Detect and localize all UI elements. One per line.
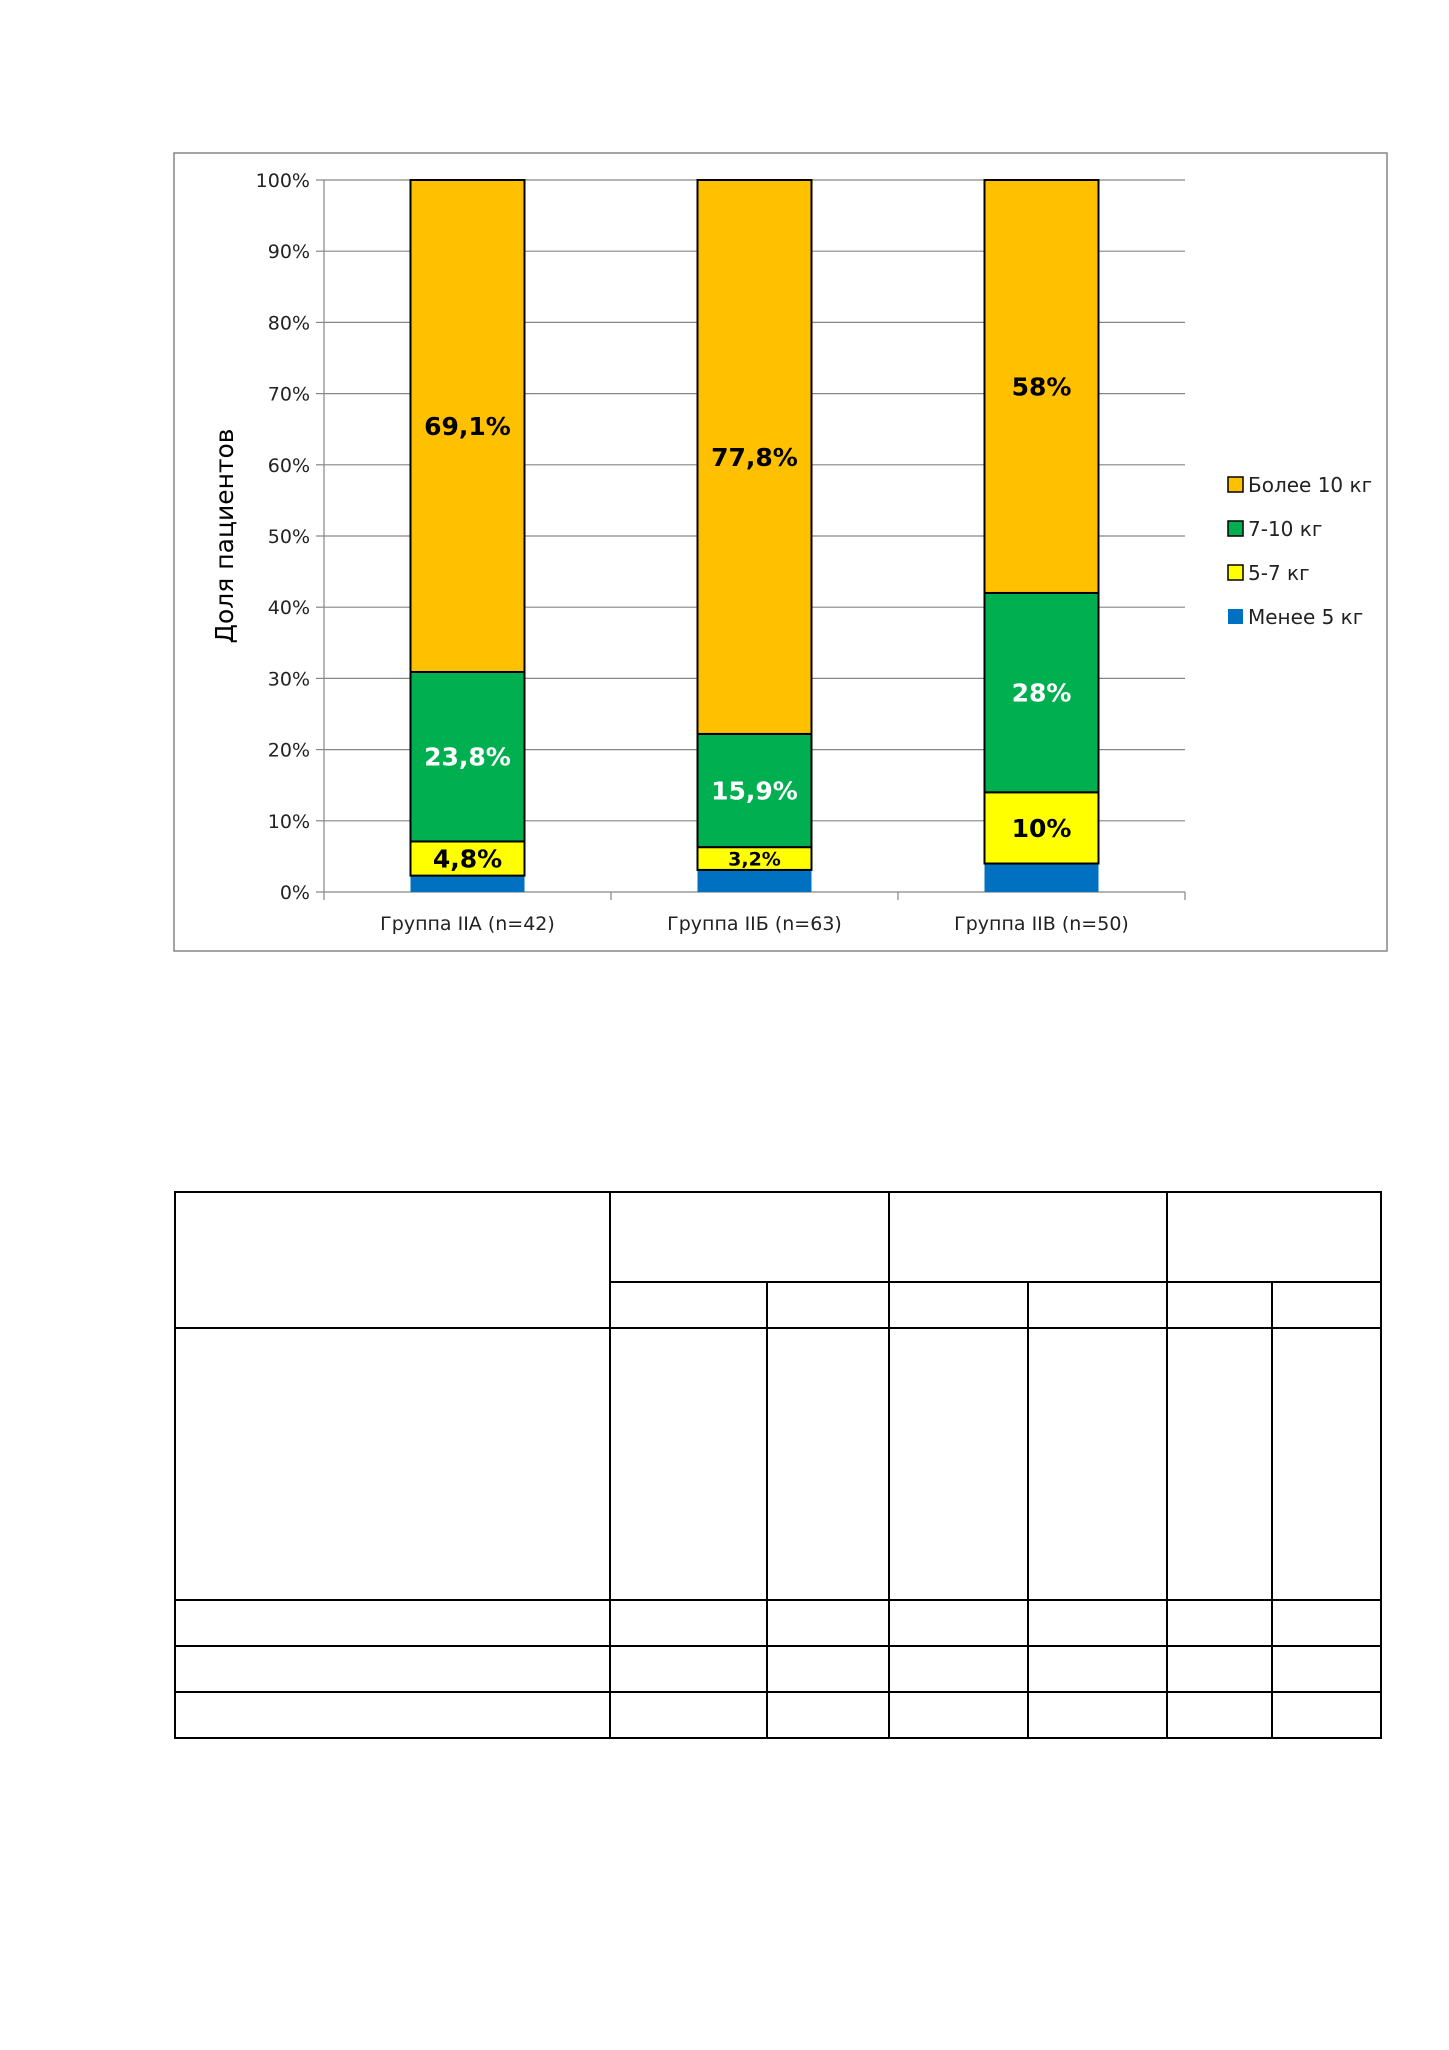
table-cell — [1028, 1646, 1167, 1692]
x-tick-label: Группа IIВ (n=50) — [954, 913, 1129, 935]
table-cell — [610, 1328, 767, 1600]
table-header-cell — [889, 1192, 1167, 1282]
table-row — [175, 1600, 1381, 1646]
bar-segment — [985, 864, 1099, 892]
table-subheader-cell — [1028, 1282, 1167, 1328]
data-label: 69,1% — [424, 411, 511, 441]
bar-segment — [698, 870, 812, 892]
legend-swatch — [1228, 521, 1243, 536]
legend-swatch — [1228, 477, 1243, 492]
table-header-row — [175, 1192, 1381, 1282]
y-tick-label: 30% — [267, 668, 310, 691]
legend-swatch — [1228, 609, 1243, 624]
table-cell — [1028, 1328, 1167, 1600]
table-cell — [767, 1646, 889, 1692]
table-cell — [610, 1600, 767, 1646]
table-row — [175, 1328, 1381, 1600]
table-cell — [889, 1328, 1028, 1600]
table-subheader-cell — [610, 1282, 767, 1328]
table-cell — [175, 1692, 610, 1738]
table-cell — [175, 1328, 610, 1600]
y-tick-label: 100% — [255, 170, 310, 192]
table-cell — [610, 1646, 767, 1692]
table-subheader-cell — [1167, 1282, 1272, 1328]
legend-swatch — [1228, 565, 1243, 580]
data-label: 15,9% — [711, 776, 798, 806]
data-label: 3,2% — [728, 848, 781, 871]
data-label: 4,8% — [432, 844, 503, 874]
table-cell — [767, 1328, 889, 1600]
y-tick-label: 20% — [267, 739, 310, 762]
x-tick-label: Группа IIБ (n=63) — [667, 913, 842, 935]
table-cell — [1272, 1328, 1381, 1600]
y-tick-label: 80% — [267, 312, 310, 335]
y-tick-label: 90% — [267, 241, 310, 264]
legend-label: Более 10 кг — [1248, 473, 1373, 497]
table-cell — [1272, 1646, 1381, 1692]
y-tick-label: 0% — [279, 882, 310, 904]
y-tick-label: 50% — [267, 526, 310, 548]
legend-label: 5-7 кг — [1248, 561, 1310, 585]
table-cell — [889, 1692, 1028, 1738]
y-axis-title: Доля пациентов — [210, 428, 239, 644]
data-table — [174, 1191, 1382, 1739]
data-label: 77,8% — [711, 442, 798, 472]
table-cell — [1028, 1692, 1167, 1738]
table-cell — [175, 1646, 610, 1692]
data-label: 23,8% — [424, 742, 511, 772]
table-cell — [1272, 1600, 1381, 1646]
table-header-cell — [610, 1192, 889, 1282]
table-header-cell — [175, 1192, 610, 1328]
table-cell — [610, 1692, 767, 1738]
table-subheader-cell — [1272, 1282, 1381, 1328]
stacked-bar-chart — [0, 0, 1449, 1000]
table-row — [175, 1692, 1381, 1738]
table-cell — [889, 1646, 1028, 1692]
table-cell — [1167, 1600, 1272, 1646]
table-cell — [1028, 1600, 1167, 1646]
data-label: 28% — [1011, 678, 1072, 708]
x-tick-label: Группа IIА (n=42) — [380, 913, 555, 935]
table-header-cell — [1167, 1192, 1381, 1282]
y-tick-label: 60% — [267, 454, 310, 477]
data-label: 10% — [1011, 813, 1072, 843]
data-label: 58% — [1011, 372, 1072, 402]
table-cell — [175, 1600, 610, 1646]
table-cell — [1272, 1692, 1381, 1738]
table-row — [175, 1646, 1381, 1692]
y-tick-label: 40% — [267, 597, 310, 620]
table-subheader-cell — [889, 1282, 1028, 1328]
legend-label: Менее 5 кг — [1248, 605, 1364, 629]
table-cell — [889, 1600, 1028, 1646]
table-cell — [1167, 1328, 1272, 1600]
legend-label: 7-10 кг — [1248, 517, 1323, 541]
table-cell — [1167, 1692, 1272, 1738]
table-cell — [767, 1692, 889, 1738]
bar-segment — [411, 876, 525, 892]
results-table — [174, 1191, 1382, 1739]
table-subheader-cell — [767, 1282, 889, 1328]
table-cell — [1167, 1646, 1272, 1692]
y-tick-label: 70% — [267, 383, 310, 406]
y-tick-label: 10% — [267, 810, 310, 833]
table-cell — [767, 1600, 889, 1646]
